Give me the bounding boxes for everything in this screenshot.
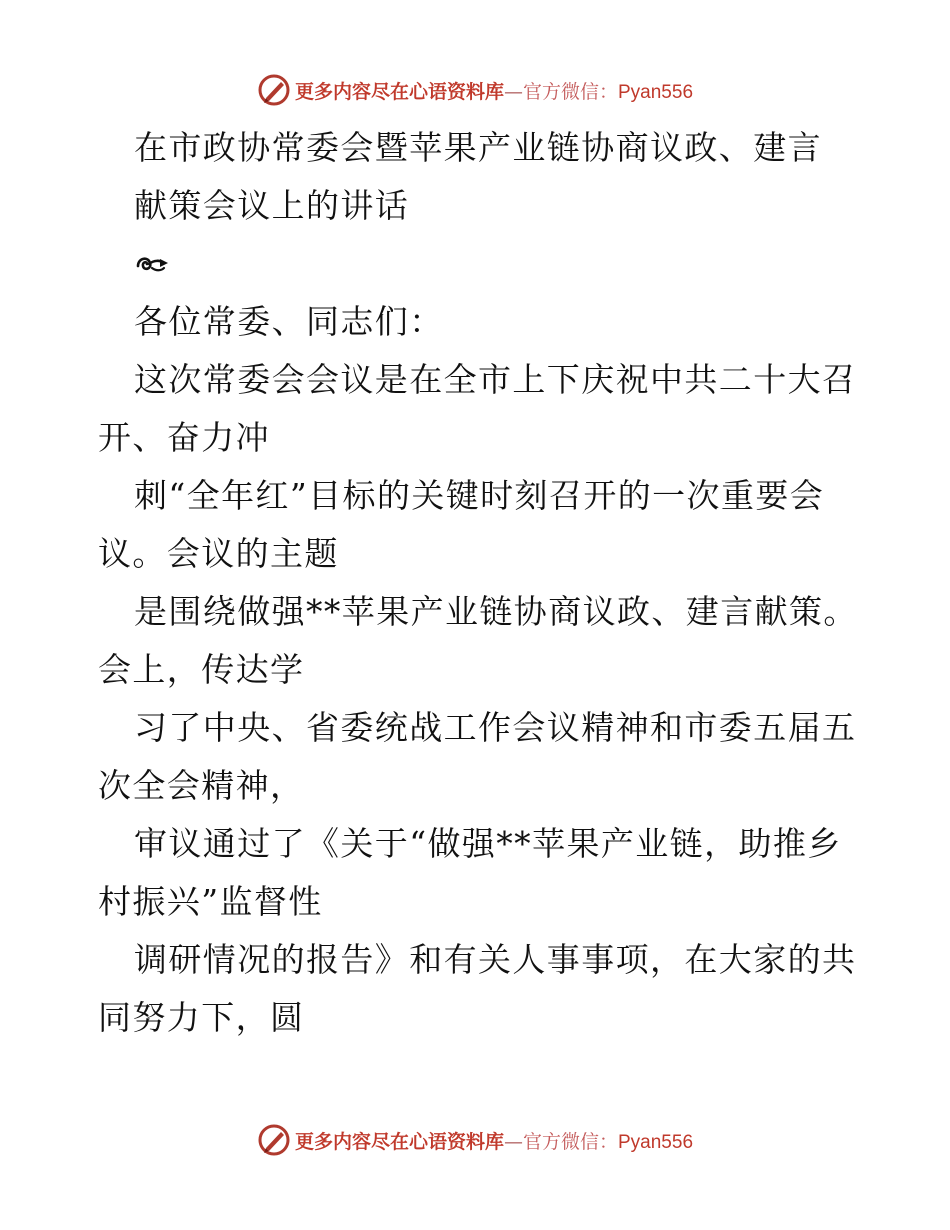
title-line-1: 在市政协常委会暨苹果产业链协商议政、建言 bbox=[134, 128, 822, 167]
body-line-3: 刺“全年红”目标的关键时刻召开的一次重要会 bbox=[134, 476, 825, 515]
header-wechat-label: 官方微信： bbox=[522, 80, 618, 103]
title-line-2: 献策会议上的讲话 bbox=[134, 186, 410, 225]
body-line-8: 次全会精神， bbox=[98, 766, 305, 805]
body-line-9: 审议通过了《关于“做强**苹果产业链，助推乡 bbox=[134, 824, 842, 863]
header-brand-text: 更多内容尽在心语资料库 bbox=[294, 80, 504, 103]
footer-banner bbox=[0, 1120, 950, 1160]
header-banner-text bbox=[295, 77, 693, 104]
header-wechat-id: Pyan556 bbox=[618, 81, 694, 103]
body-line-10: 村振兴”监督性 bbox=[98, 882, 323, 921]
salutation: 各位常委、同志们： bbox=[134, 302, 444, 341]
body-line-6: 会上，传达学 bbox=[98, 650, 305, 689]
body-line-7: 习了中央、省委统战工作会议精神和市委五届五 bbox=[134, 708, 857, 747]
footer-dash: — bbox=[503, 1130, 523, 1153]
footer-wechat-label: 官方微信： bbox=[522, 1130, 618, 1153]
swirl-ornament-icon bbox=[134, 252, 172, 276]
body-line-12: 同努力下，圆 bbox=[98, 998, 305, 1037]
body-line-5: 是围绕做强**苹果产业链协商议政、建言献策。 bbox=[134, 592, 858, 631]
header-dash: — bbox=[503, 80, 523, 103]
header-banner bbox=[0, 70, 950, 110]
pen-logo-icon bbox=[257, 73, 291, 107]
footer-banner-text bbox=[295, 1127, 693, 1154]
body-line-11: 调研情况的报告》和有关人事事项，在大家的共 bbox=[134, 940, 857, 979]
footer-wechat-id: Pyan556 bbox=[618, 1131, 694, 1153]
body-line-2: 开、奋力冲 bbox=[98, 418, 270, 457]
footer-brand-text: 更多内容尽在心语资料库 bbox=[294, 1130, 504, 1153]
pen-logo-icon bbox=[257, 1123, 291, 1157]
body-line-1: 这次常委会会议是在全市上下庆祝中共二十大召 bbox=[134, 360, 857, 399]
body-line-4: 议。会议的主题 bbox=[98, 534, 339, 573]
